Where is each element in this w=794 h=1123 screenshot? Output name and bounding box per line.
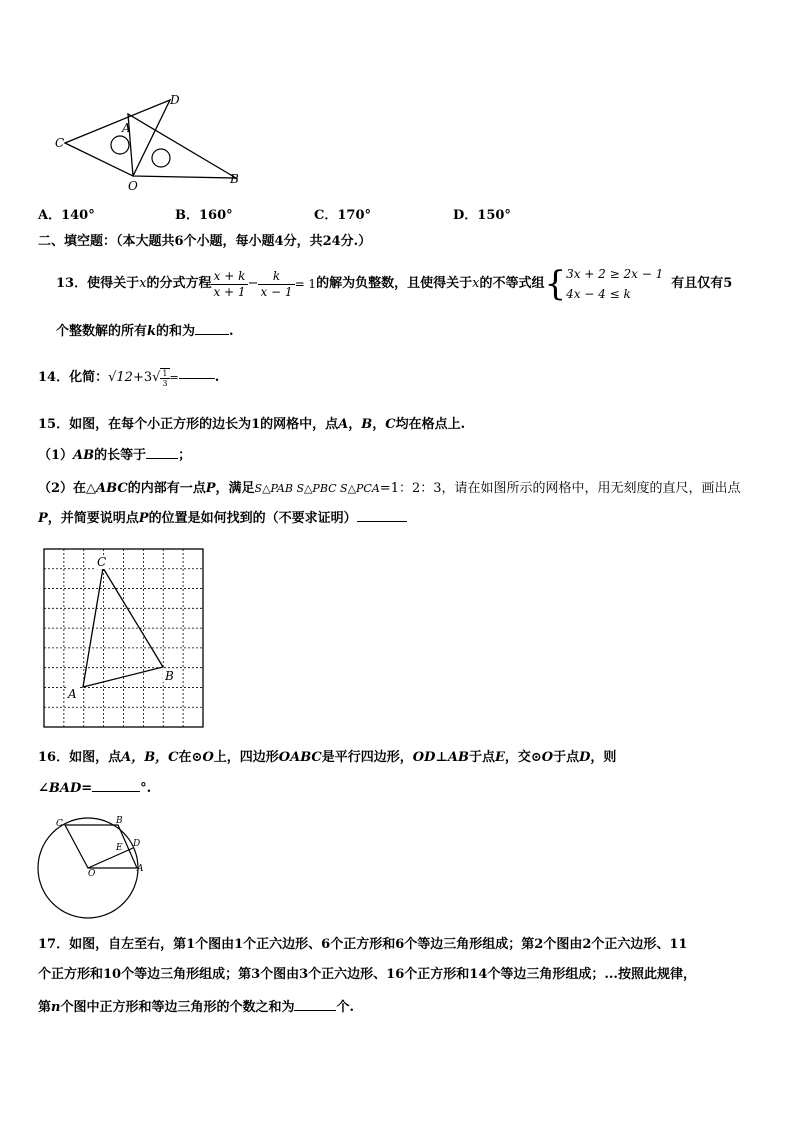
q16-answer-blank[interactable] [92,791,140,792]
label-b: B [230,172,239,186]
circle-label-a: A [137,864,144,874]
figure-grid [43,548,205,730]
q13-inequality-system: 3x + 2 ≥ 2x − 1 4x − 4 ≤ k [566,267,664,301]
label-d: D [170,93,180,107]
q17-line2: 个正方形和10个等边三角形组成；第3个图由3个正六边形、16个正方形和14个等边三角形组成；...按照此规律， [38,967,696,982]
q13-brace: { [544,264,567,304]
q14-sqrt12: √12 [108,370,133,385]
label-c: C [55,136,65,150]
label-o: O [128,179,138,193]
q14-answer-blank[interactable] [179,378,215,379]
triangle-aob [128,114,236,178]
grid-label-b: B [165,669,174,683]
q15-line1: 15．如图，在每个小正方形的边长为1的网格中，点A，B，C均在格点上. [38,417,466,432]
circle-label-c: C [56,819,63,829]
choice-a: A．140° [38,208,95,223]
q15-part1: （1）AB的长等于 ； [38,448,192,463]
q17-line1: 17．如图，自左至右，第1个图由1个正六边形、6个正方形和6个等边三角形组成；第2个图由2个正六边形、11 [38,937,688,952]
grid-label-c: C [97,555,107,569]
q17-answer-blank[interactable] [294,1010,336,1011]
q13-answer-blank[interactable] [195,334,229,335]
q15-answer-blank-1[interactable] [146,458,178,459]
q16-line2: ∠BAD= °. [38,781,152,796]
q16-line1: 16．如图，点A，B，C在⊙O上，四边形OABC是平行四边形，OD⊥AB于点E，交⊙O于点D，则 [38,750,617,765]
circle-right [152,149,170,167]
label-a: A [122,121,131,135]
q15-part2: （2）在△ABC的内部有一点P，满足S△PAB S△PBC S△PCA=1：2：3，请在如图所示的网格中，用无刻度的直尺，画出点 [38,481,741,496]
triangle-abc [83,568,163,687]
section-title: 二、填空题：（本大题共6个小题，每小题4分，共24分.） [38,234,372,249]
figure-circle [36,812,152,922]
parallelogram-oabc [65,825,137,868]
grid-label-a: A [68,687,77,701]
figure-triangles [50,90,250,195]
circle-left [111,136,129,154]
q15-part2-line2: P，并简要说明点P的位置是如何找到的（不要求证明） [38,510,407,528]
q13-fraction-1: $\frac{x + k}{x + 1}$ [213,268,246,299]
circle-label-o: O [88,869,96,879]
circle-label-b: B [116,816,123,826]
choice-d: D．150° [453,208,511,223]
q14: 14． 化简： √12 +3 √ $\frac{1}{3}$ = . [38,369,220,388]
segment-od [88,848,133,868]
q14-sqrt-fraction: √ [152,370,161,385]
circle-label-e: E [116,843,123,853]
q13-fraction-2: $\frac{k}{x - 1}$ [260,268,293,299]
circle-label-d: D [133,839,141,849]
q17-line3: 第n个图中正方形和等边三角形的个数之和为 个. [38,1000,355,1015]
q15-answer-blank-2[interactable] [357,521,407,522]
choice-c: C．170° [314,208,371,223]
q13-line2: 个整数解的所有k的和为 . [56,324,234,339]
q13-line1: 13． 使得关于 x 的分式方程 $\frac{x + k}{x + 1}$ − $\frac{k}{x - 1}$ = 1 的解为负整数，且使得关于 x 的不等式组 { 3x + 2 ≥ 2x − 1 4x − 4 ≤ k 有且仅有5 [56,264,733,304]
choice-b: B．160° [175,208,233,223]
